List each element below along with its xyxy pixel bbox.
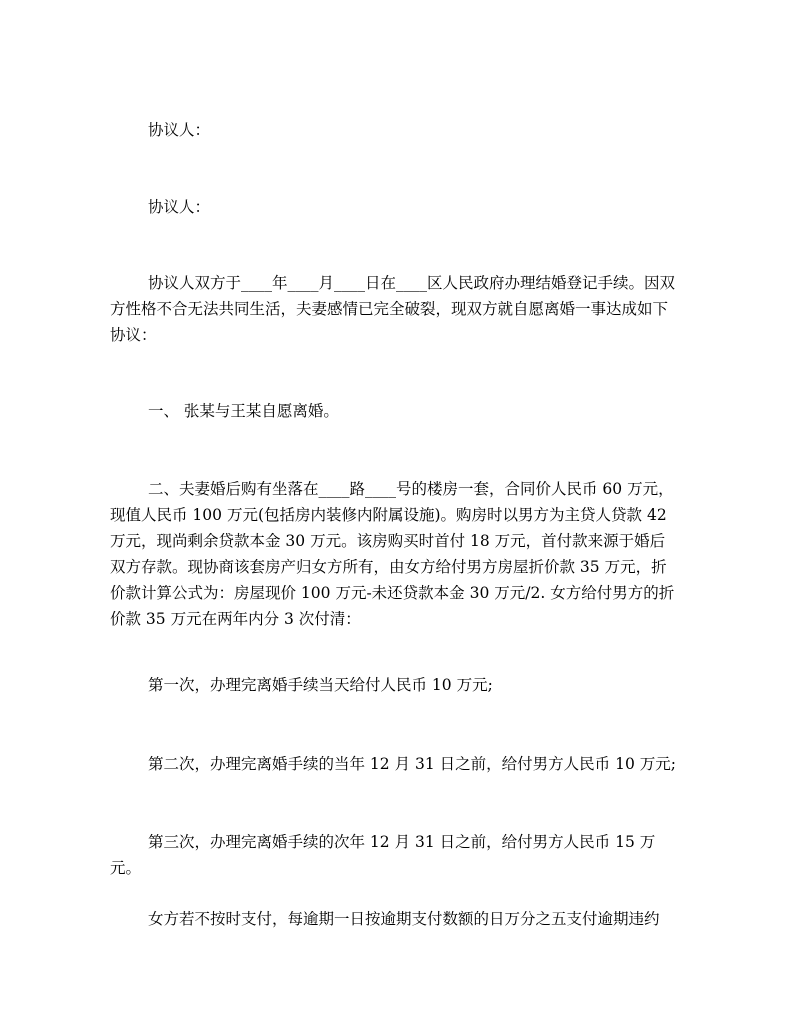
clause-2: 二、夫妻婚后购有坐落在____路____号的楼房一套，合同价人民币 60 万元，现值人民币 100 万元(包括房内装修内附属设施)。购房时以男方为主贷人贷款 42 万元，现尚剩余贷款本金 30 万元。该房购买时首付 18 万元，首付款来源于婚后双方存款。现协商该套房产归女方所有，由女方给付男方房屋折价款 35 万元，折价款计算公式为：房屋现价 100 万元-未还贷款本金 30 万元/2. 女方给付男方的折价款 35 万元在两年内分 3 次付清： xyxy=(110,480,675,628)
penalty-paragraph: 女方若不按时支付，每逾期一日按逾期支付数额的日万分之五支付逾期违约 xyxy=(148,910,660,928)
payment-3: 第三次，办理完离婚手续的次年 12 月 31 日之前，给付男方人民币 15 万元。 xyxy=(110,833,656,877)
clause-1: 一、 张某与王某自愿离婚。 xyxy=(148,402,339,420)
party-line-1: 协议人： xyxy=(148,121,211,139)
intro-paragraph: 协议人双方于____年____月____日在____区人民政府办理结婚登记手续。因双方性格不合无法共同生活，夫妻感情已完全破裂，现双方就自愿离婚一事达成如下协议： xyxy=(110,274,676,344)
party-line-2: 协议人： xyxy=(148,198,211,216)
payment-1: 第一次，办理完离婚手续当天给付人民币 10 万元; xyxy=(148,676,493,694)
payment-2: 第二次，办理完离婚手续的当年 12 月 31 日之前，给付男方人民币 10 万元; xyxy=(148,755,676,773)
